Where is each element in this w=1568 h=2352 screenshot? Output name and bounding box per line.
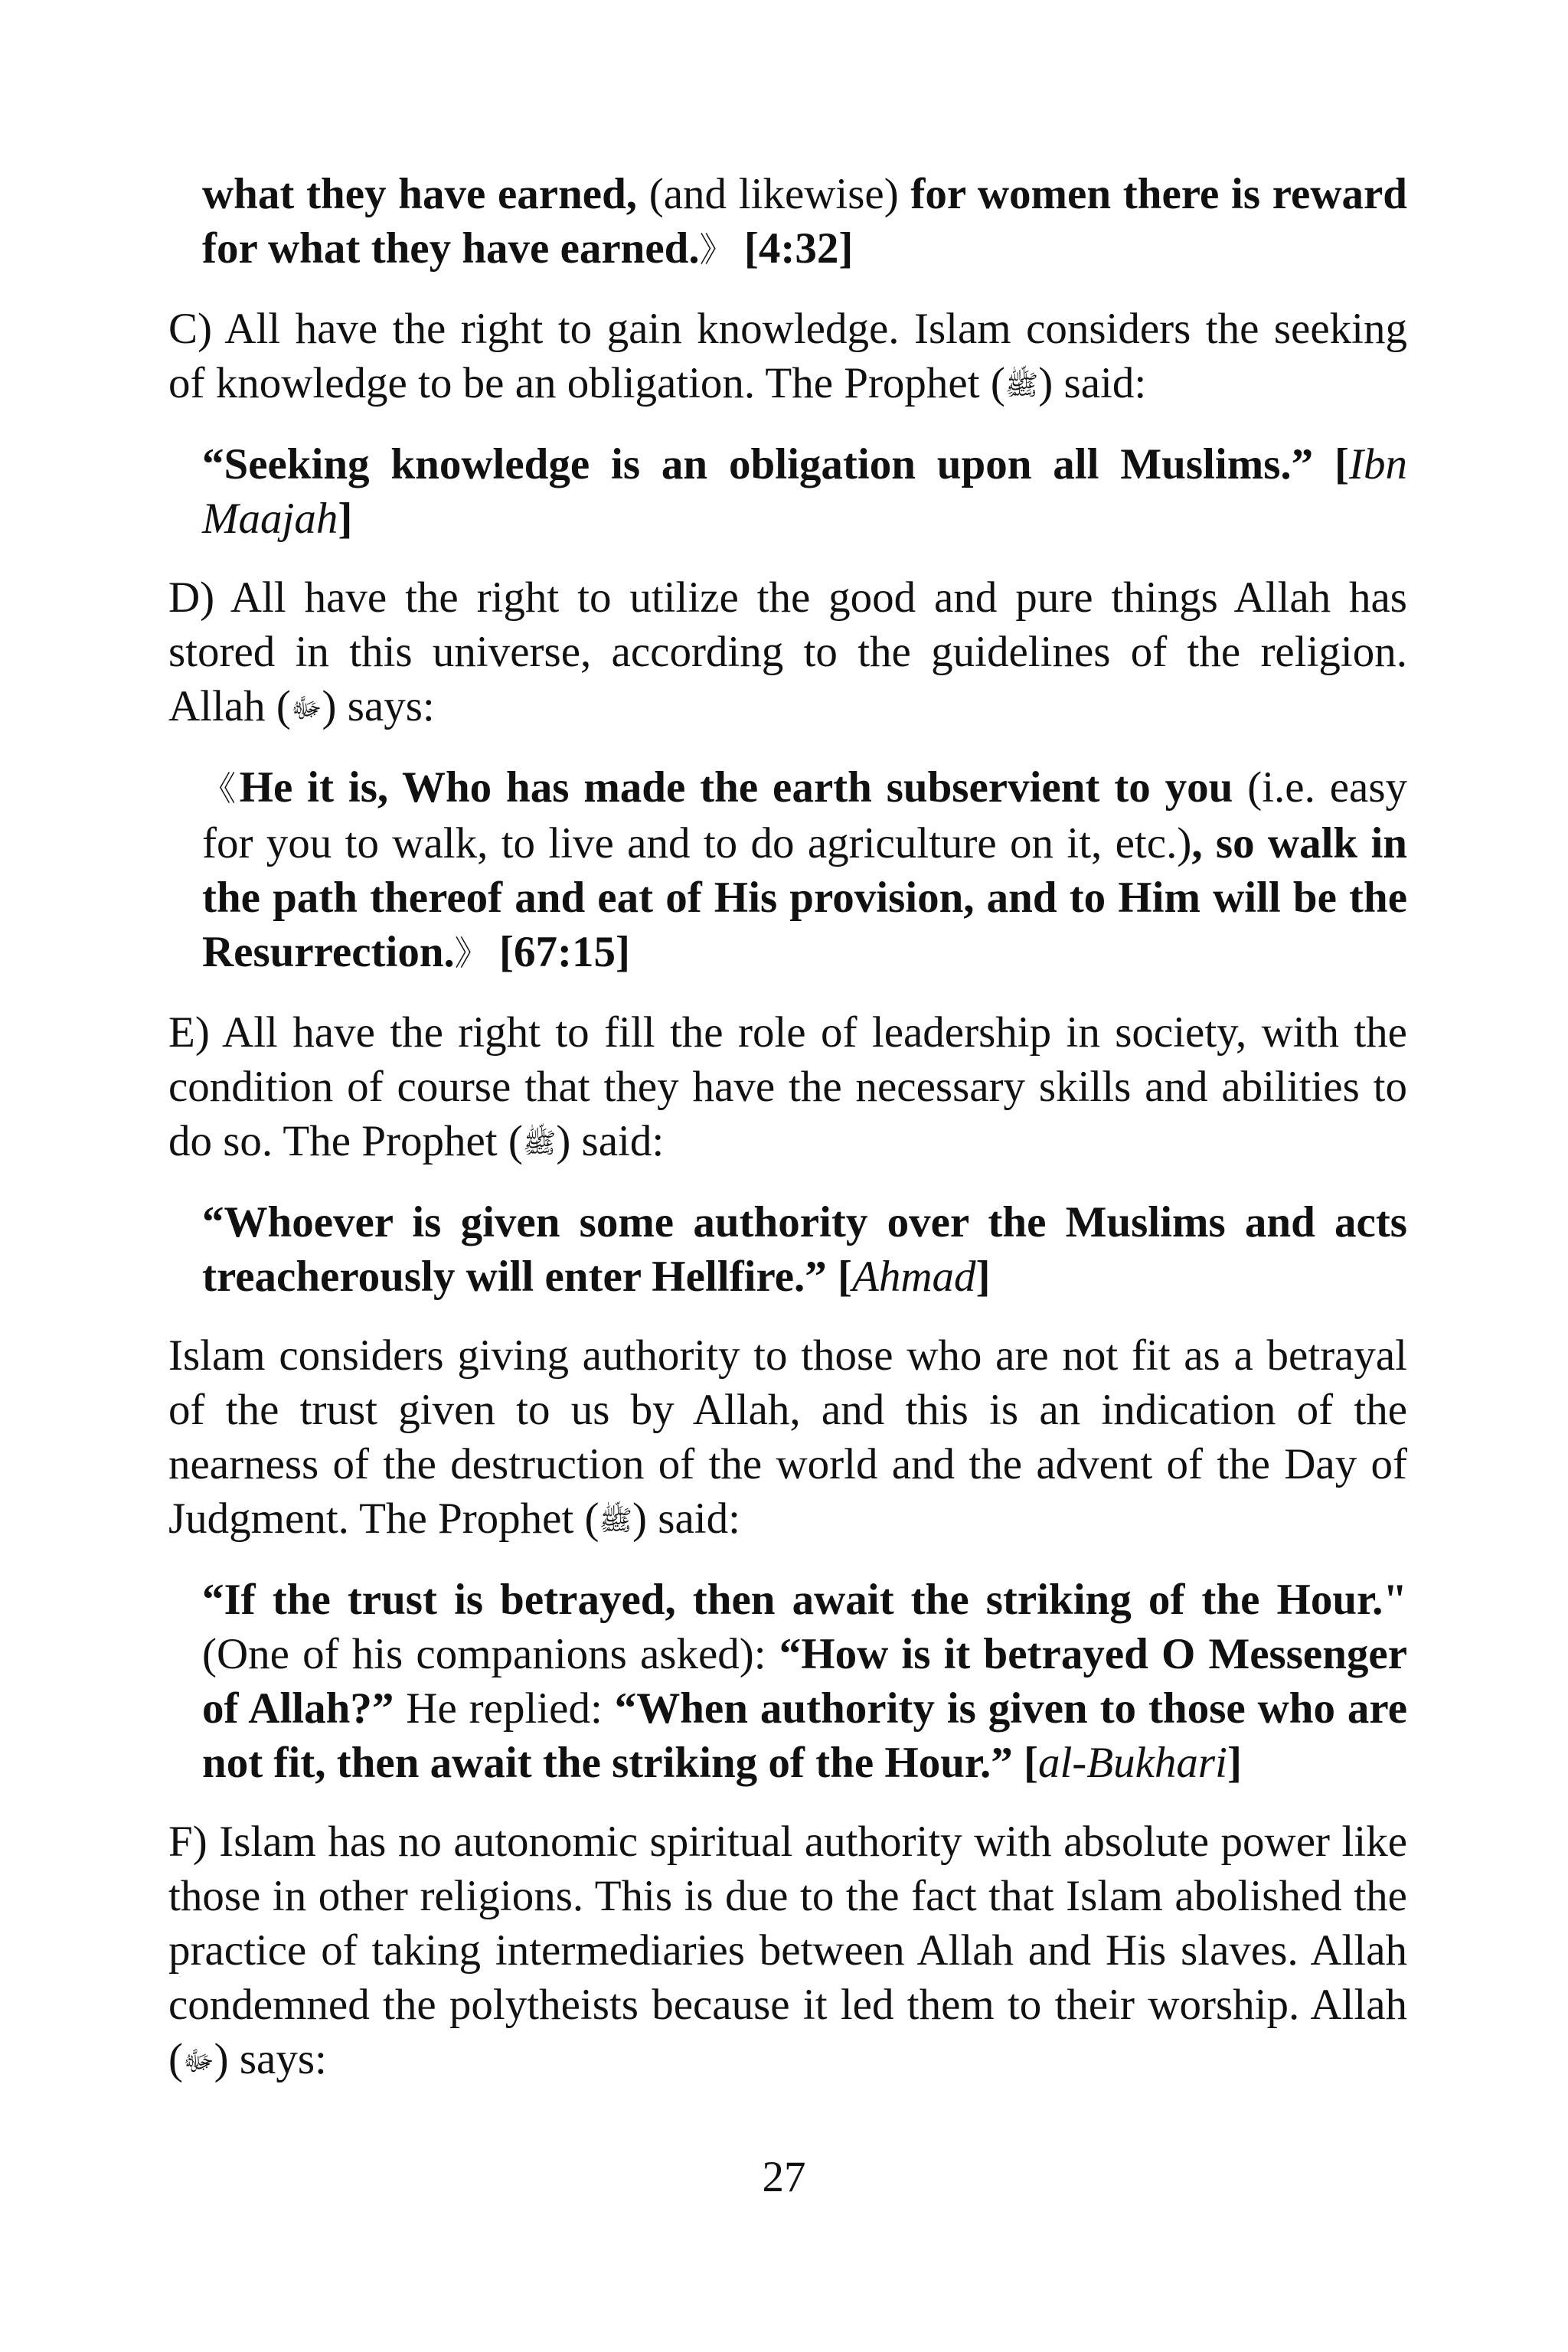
quote-close-bracket: 》 [699,231,733,269]
quran-quote-4-32 [202,167,1407,277]
page-body [168,167,1407,2113]
paragraph-islam-considers [168,1328,1407,1548]
source-bracket-end: ] [1227,1739,1242,1787]
hadith-quote-ahmad [202,1195,1407,1304]
paragraph-e [168,1005,1407,1171]
honorific-glyph: ﷻ [182,2046,214,2076]
paragraph-text: E) All have the right to fill the role of leadership in society, with the condition of course that they have the necessary skills and abilities to do so. The Prophet ( [168,1008,1407,1165]
honorific-glyph: ﷻ [290,693,322,724]
hadith-quote-ibn-maajah [202,437,1407,546]
source-bracket-end: ] [975,1253,991,1301]
quote-bold-text: “Seeking knowledge is an obligation upon all Muslims.” [ [202,440,1350,488]
page-number: 27 [762,2153,806,2201]
paragraph-c [168,302,1407,413]
source-bracket-start: [ [826,1253,852,1301]
quote-close-bracket: 》 [454,935,488,972]
paragraph-text-tail: ) said: [632,1494,740,1543]
paragraph-text-tail: ) said: [1038,359,1147,407]
paragraph-text: Islam considers giving authority to those who are not fit as a betrayal of the trust given to us by Allah, and this is an indication of the nearness of the destruction of the world and the advent of the Day of Judgment. The Prophet ( [168,1331,1407,1543]
quote-bold-text: “When authority is given to those who are not fit, then await the striking of the Hour.” [202,1684,1408,1787]
quote-plain-text: (i.e. easy for you to walk, to live and to do agriculture on it, etc.) [202,763,1408,867]
quote-plain-text: He replied: [394,1684,615,1733]
hadith-quote-bukhari [202,1573,1407,1790]
paragraph-f [168,1815,1407,2089]
quote-plain-text: (One of his companions asked): [202,1630,779,1678]
honorific-glyph: ﷺ [1004,370,1039,400]
paragraph-text-tail: ) said: [556,1117,665,1165]
quote-bold-text: “If the trust is betrayed, then await the striking of the Hour." [202,1576,1407,1624]
quran-quote-67-15 [202,760,1407,981]
source-bracket-start: [ [1012,1739,1038,1787]
paragraph-text: F) Islam has no autonomic spiritual authority with absolute power like those in other religions. This is due to the fact that Islam abolished the practice of taking intermediaries between Allah and His slaves. Allah condemned the polytheists because it led them to their worship. Allah ( [168,1818,1407,2083]
source-name: al-Bukhari [1037,1739,1227,1787]
quote-bold-text: “How is it betrayed O Messenger of Allah?” [202,1630,1408,1733]
paragraph-text-tail: ) says: [214,2035,327,2083]
honorific-glyph: ﷺ [522,1128,557,1158]
source-name: Ibn Maajah [202,440,1407,543]
paragraph-text-tail: ) says: [322,682,435,730]
quote-bold-text: what they have earned, [202,170,638,218]
honorific-glyph: ﷺ [599,1505,633,1536]
source-name: Ahmad [852,1253,976,1301]
paragraph-text: D) All have the right to utilize the good and pure things Allah has stored in this universe, according to the guidelines of the religion. Allah ( [168,573,1407,730]
verse-reference: [4:32] [733,224,854,273]
quote-plain-text: (and likewise) [637,170,911,218]
quote-bold-text: “Whoever is given some authority over the Muslims and acts treacherously will enter Hellfire.” [202,1198,1407,1301]
quote-bold-text: for women there is reward for what they have earned. [202,170,1407,273]
paragraph-text: C) All have the right to gain knowledge. Islam considers the seeking of knowledge to be an obligation. The Prophet ( [168,305,1407,407]
verse-reference: [67:15] [488,928,630,976]
quote-bold-text: , so walk in the path thereof and eat of His provision, and to Him will be the Resurrection. [202,819,1407,976]
quote-bold-text: He it is, Who has made the earth subservient to you [239,763,1233,812]
source-bracket-end: ] [338,495,353,543]
paragraph-d [168,570,1407,736]
quote-open-bracket: 《 [202,770,240,808]
